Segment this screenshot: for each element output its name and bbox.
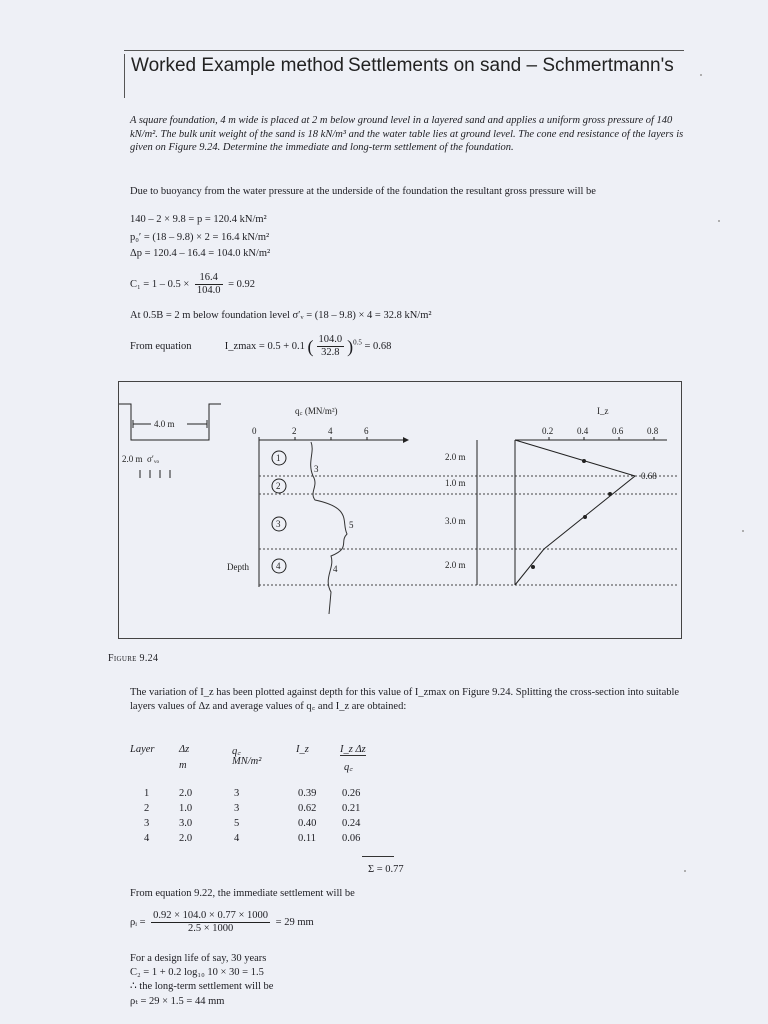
table-cell: 3 [234,803,240,814]
table-cell: 1 [144,788,150,799]
iz-point-layer-1 [582,459,586,463]
iz-tick-label: 0.8 [647,426,659,436]
th-qc-unit: MN/m² [232,756,262,767]
long-term-settlement: ρₜ = 29 × 1.5 = 44 mm [130,996,225,1007]
intro-paragraph: Due to buoyancy from the water pressure at the underside of the foundation the resultant gross pressure will be [130,186,596,197]
th-dz-unit: m [179,760,187,771]
table-cell: 0.26 [342,788,361,799]
equation-922-intro: From equation 9.22, the immediate settlement will be [130,888,355,899]
qc-axis-title: q꜀ (MN/m²) [295,406,338,416]
table-cell: 3 [234,788,240,799]
scan-speck [684,870,686,872]
th-iz: I_z [296,744,309,755]
c1-fraction [195,272,223,297]
rho1-lhs: ρᵢ = [130,916,146,928]
th-qc: q꜀ [232,746,241,757]
table-sum: Σ = 0.77 [368,864,404,875]
qc-axis-arrow [403,437,409,443]
table-cell: 0.39 [298,788,317,799]
layer-2-marker: 2 [276,481,281,491]
qc-tick-label: 0 [252,426,257,436]
izmax-lhs: I_zmax = 0.5 + 0.1 [224,340,305,352]
table-cell: 3.0 [179,818,193,829]
layer-2-thickness: 1.0 m [445,478,466,488]
layer-4-thickness: 2.0 m [445,560,466,570]
izmax-denominator: 32.8 [321,347,340,358]
c1-lhs: C₁ = 1 – 0.5 × [130,278,190,290]
foundation-depth-label: 2.0 m [122,454,143,464]
equation-izmax: From equation I_zmax = 0.5 + 0.1 ( $\frac{104.0}{32.8}$ )$^{0.5}$ = 0.68 [130,334,392,358]
table-cell: 0.40 [298,818,317,829]
table-cell: 0.11 [298,833,316,844]
iz-tick-label: 0.2 [542,426,554,436]
header-rule [124,50,684,51]
iz-tick-label: 0.4 [577,426,589,436]
iz-ticks [542,426,659,440]
table-cell: 5 [234,818,240,829]
equation-immediate-settlement [130,910,314,935]
equation-overburden: p₀′ = (18 – 9.8) × 2 = 16.4 kN/m² [130,232,270,243]
variation-paragraph: The variation of I_z has been plotted against depth for this value of I_zmax on Figure 9.24. Splitting the cross-section into suitable layers values of Δz and average values of q꜀ and I_z are obtained: [130,687,680,712]
scan-speck [742,530,744,532]
scan-speck [718,220,720,222]
table-cell: 0.62 [298,803,317,814]
iz-axis-title: I_z [597,406,609,416]
rho1-fraction [151,910,270,935]
equation-net-pressure: Δp = 120.4 – 16.4 = 104.0 kN/m² [130,248,271,259]
th-izdz-unit: q꜀ [344,762,353,773]
header-bar [124,54,125,98]
layer-1-thickness: 2.0 m [445,452,466,462]
figure-caption: Figure 9.24 [108,653,159,664]
equation-gross-pressure: 140 – 2 × 9.8 = p = 120.4 kN/m² [130,214,267,225]
izmax-rhs: = 0.68 [364,340,392,352]
layer-3-marker: 3 [276,519,281,529]
table-cell: 2.0 [179,788,193,799]
equation-c1 [130,272,255,297]
layer-1-qc-label: 3 [314,464,319,474]
table-cell: 3 [144,818,150,829]
iz-profile [515,440,635,585]
foundation-width-label: 4.0 m [154,419,175,429]
layer-4-marker: 4 [276,561,281,571]
izmax-label: From equation [130,340,192,352]
table-cell: 1.0 [179,803,193,814]
izmax-numerator: 104.0 [318,334,343,345]
iz-point-layer-4 [531,565,535,569]
qc-ticks [252,426,369,440]
creep-factor-line: C₂ = 1 + 0.2 log₁₀ 10 × 30 = 1.5 [130,967,264,978]
iz-peak-label: 0.68 [641,471,657,481]
sigma-label: σ′ᵥₒ [147,454,160,464]
iz-point-layer-3 [583,515,587,519]
iz-point-layer-2 [608,492,612,496]
qc-tick-label: 4 [328,426,333,436]
long-term-intro: ∴ the long-term settlement will be [130,981,274,992]
equation-vertical-stress: At 0.5B = 2 m below foundation level σ′ᵥ = (18 – 9.8) × 4 = 32.8 kN/m² [130,310,432,321]
table-cell: 0.24 [342,818,361,829]
problem-statement: A square foundation, 4 m wide is placed at 2 m below ground level in a layered sand and applies a uniform gross pressure of 140 kN/m². The bulk unit weight of the sand is 18 kN/m³ and the water table lies at ground level. The cone end resistance of the layers is given on Figure 9.24. Determine the immediate and long-term settlement of the foundation. [130,115,684,153]
izmax-fraction [317,334,345,359]
table-cell: 0.06 [342,833,361,844]
header-right-title: Settlements on sand – Schmertmann's [348,55,674,76]
iz-tick-label: 0.6 [612,426,624,436]
layer-3-thickness: 3.0 m [445,516,466,526]
table-cell: 2.0 [179,833,193,844]
th-izdz: I_z Δz [340,744,366,755]
rho1-numerator: 0.92 × 104.0 × 0.77 × 1000 [153,910,269,921]
table-cell: 4 [234,833,240,844]
sum-rule [362,856,394,857]
izmax-exponent: 0.5 [353,338,362,347]
c1-rhs: = 0.92 [228,278,256,290]
c1-denominator: 104.0 [196,285,221,296]
qc-tick-label: 2 [292,426,297,436]
layer-boundaries [259,476,679,585]
scan-speck [700,74,702,76]
layer-4-qc-label: 4 [333,564,338,574]
th-dz: Δz [179,744,190,755]
foundation-sketch [119,404,221,478]
table-cell: 0.21 [342,803,361,814]
header-left-title: Worked Example method [131,55,344,76]
c1-numerator: 16.4 [195,272,223,285]
qc-tick-label: 6 [364,426,369,436]
design-life-line: For a design life of say, 30 years [130,953,267,964]
layer-3-qc-label: 5 [349,520,354,530]
figure-9-24 [118,381,682,639]
rho1-denominator: 2.5 × 1000 [187,923,234,934]
table-cell: 2 [144,803,150,814]
layer-markers [272,451,286,573]
depth-axis-label: Depth [227,562,249,572]
table-cell: 4 [144,833,150,844]
figure-svg [119,382,681,638]
layer-1-marker: 1 [276,453,281,463]
rho1-rhs: = 29 mm [275,916,314,928]
th-layer: Layer [130,744,155,755]
